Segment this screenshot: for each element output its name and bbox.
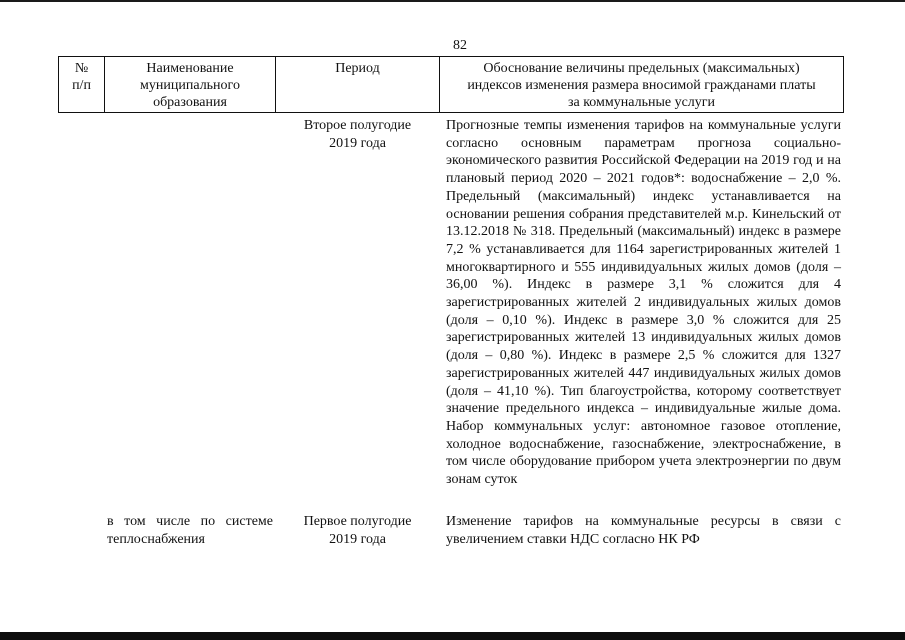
header-col-name: Наименование муниципального образования	[140, 61, 240, 110]
header-top-rule	[58, 56, 844, 57]
row2-reason: Изменение тарифов на коммунальные ресурсы в связи с увеличением ставки НДС согласно НК РФ	[446, 514, 841, 547]
row1-reason: Прогнозные темпы изменения тарифов на коммунальные услуги согласно основным параметрам прогноза социально-экономического развития Российской Федерации на 2019 год и на плановый период 2020 – 2021 годов*: водоснабжение – 2,0 %. Предельный (максимальный) индекс устанавливается на основании решения собрания представителей м.р. Кинельский от 13.12.2018 № 318. Предельный (максимальный) индекс в размере 7,2 % устанавливается для 1164 зарегистрированных жителей 1 многоквартирного и 555 индивидуальных жилых домов (доля – 36,00 %). Индекс в размере 3,1 % сложится для 4 зарегистрированных жителей 2 индивидуальных жилых домов (доля – 0,10 %). Индекс в размере 3,0 % сложится для 25 зарегистрированных жителей 13 индивидуальных жилых домов (доля – 0,80 %). Индекс в размере 2,5 % сложится для 1327 зарегистрированных жителей 447 индивидуальных жилых домов (доля – 41,10 %). Тип благоустройства, которому соответствует значение предельного индекса – индивидуальные жилые дома. Набор коммунальных услуг: автономное газовое отопление, холодное водоснабжение, газоснабжение, электроснабжение, в том числе оборудование прибором учета электроэнергии по двум зонам суток	[446, 118, 841, 488]
page-number: 82	[453, 38, 467, 53]
header-col-number: № п/п	[72, 61, 91, 93]
row2-name: в том числе по системе теплоснабжения	[107, 514, 273, 547]
row2-period: Первое полугодие 2019 года	[303, 514, 412, 547]
page-top-edge	[0, 0, 905, 2]
header-bottom-rule	[58, 112, 844, 113]
row1-period: Второе полугодие 2019 года	[303, 118, 412, 151]
page-bottom-edge	[0, 632, 905, 640]
header-col-period: Период	[335, 61, 380, 76]
header-divider-right	[843, 56, 844, 113]
header-col-reason: Обоснование величины предельных (максимальных) индексов изменения размера вносимой гражданами платы за коммунальные услуги	[467, 61, 816, 110]
